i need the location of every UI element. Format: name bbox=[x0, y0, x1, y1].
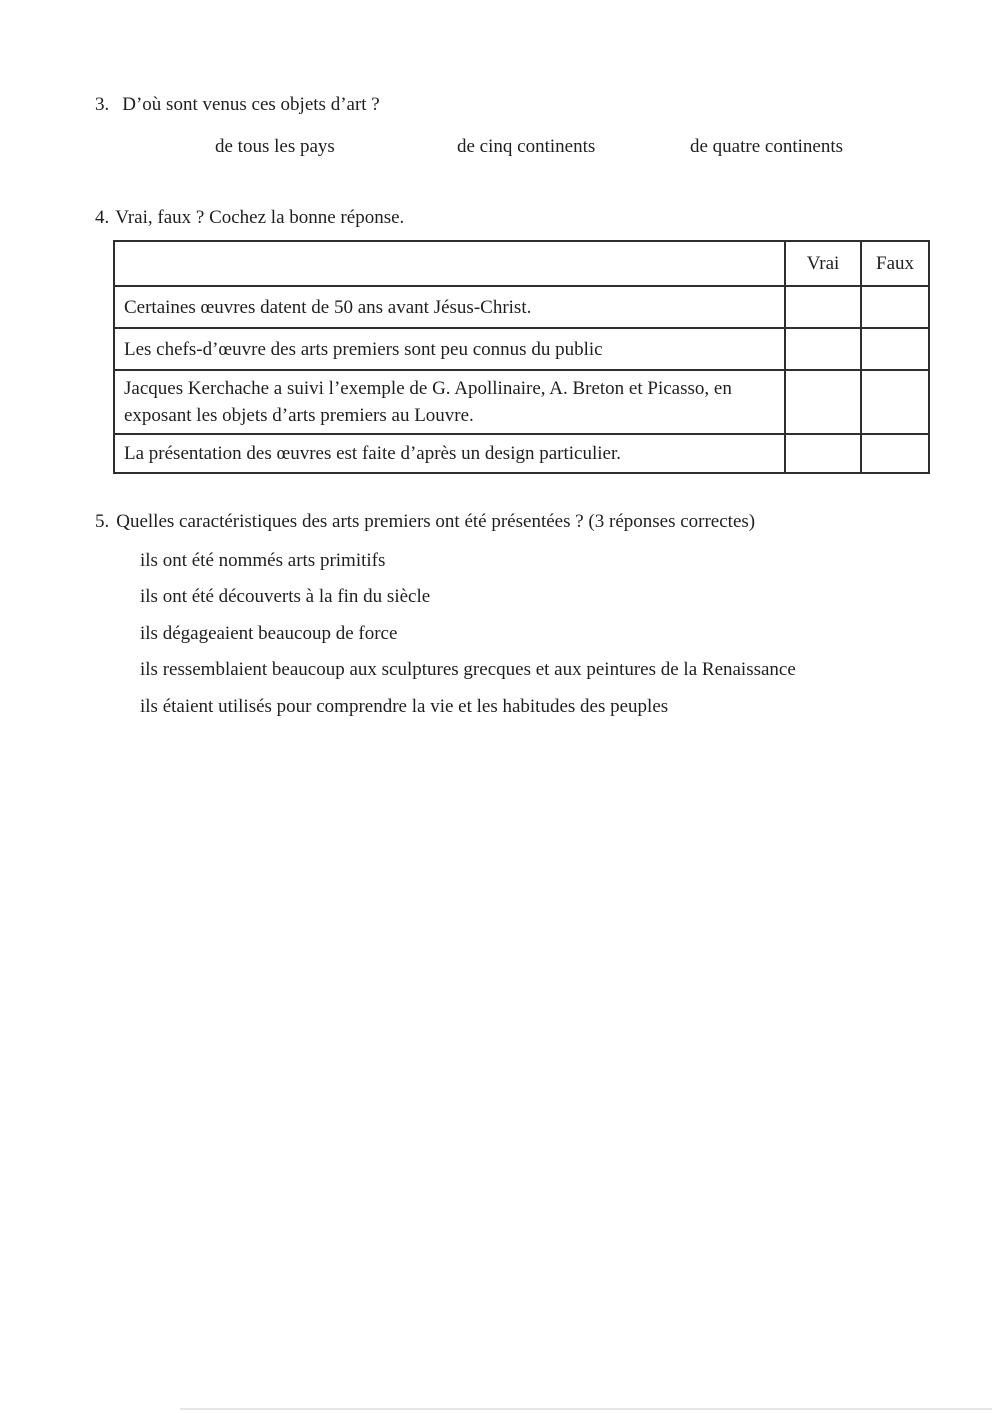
question-5-prompt: Quelles caractéristiques des arts premiers ont été présentées ? (3 réponses correctes) bbox=[116, 511, 756, 532]
question-4-number: 4. bbox=[95, 207, 110, 228]
statement-cell: Les chefs-d’œuvre des arts premiers sont peu connus du public bbox=[114, 328, 785, 370]
question-3-number: 3. bbox=[95, 94, 110, 115]
q3-option-de-cinq-continents[interactable]: de cinq continents bbox=[457, 136, 596, 157]
table-row bbox=[114, 370, 929, 434]
table-row bbox=[114, 328, 929, 370]
question-5-number: 5. bbox=[95, 511, 110, 532]
true-false-table bbox=[113, 240, 930, 474]
question-3-prompt: D’où sont venus ces objets d’art ? bbox=[122, 94, 380, 115]
vrai-answer-cell-4[interactable] bbox=[785, 434, 861, 473]
vrai-answer-cell-2[interactable] bbox=[785, 328, 861, 370]
q5-option-1[interactable]: ils ont été nommés arts primitifs bbox=[140, 550, 386, 571]
q5-option-2[interactable]: ils ont été découverts à la fin du siècle bbox=[140, 586, 431, 607]
statement-cell: Jacques Kerchache a suivi l’exemple de G. Apollinaire, A. Breton et Picasso, en exposant les objets d’arts premiers au Louvre. bbox=[114, 370, 785, 434]
q3-option-de-tous-les-pays[interactable]: de tous les pays bbox=[215, 136, 335, 157]
table-row bbox=[114, 286, 929, 328]
statement-cell: Certaines œuvres datent de 50 ans avant Jésus-Christ. bbox=[114, 286, 785, 328]
question-4-prompt: Vrai, faux ? Cochez la bonne réponse. bbox=[115, 207, 405, 228]
question-4-heading bbox=[95, 206, 404, 230]
statement-cell: La présentation des œuvres est faite d’après un design particulier. bbox=[114, 434, 785, 473]
scan-artifact-line bbox=[180, 1408, 992, 1410]
vrai-answer-cell-1[interactable] bbox=[785, 286, 861, 328]
table-header-empty-cell bbox=[114, 241, 785, 286]
table-header-vrai: Vrai bbox=[785, 241, 861, 286]
vrai-answer-cell-3[interactable] bbox=[785, 370, 861, 434]
faux-answer-cell-2[interactable] bbox=[861, 328, 929, 370]
q3-option-de-quatre-continents[interactable]: de quatre continents bbox=[690, 136, 844, 157]
question-3-heading bbox=[95, 93, 380, 117]
q5-option-3[interactable]: ils dégageaient beaucoup de force bbox=[140, 623, 398, 644]
table-header-faux: Faux bbox=[861, 241, 929, 286]
q5-option-5[interactable]: ils étaient utilisés pour comprendre la vie et les habitudes des peuples bbox=[140, 696, 669, 717]
faux-answer-cell-4[interactable] bbox=[861, 434, 929, 473]
faux-answer-cell-3[interactable] bbox=[861, 370, 929, 434]
table-header-row bbox=[114, 241, 929, 286]
faux-answer-cell-1[interactable] bbox=[861, 286, 929, 328]
table-row bbox=[114, 434, 929, 473]
question-5-heading bbox=[95, 510, 755, 534]
q5-option-4[interactable]: ils ressemblaient beaucoup aux sculptures grecques et aux peintures de la Renaissance bbox=[140, 659, 796, 680]
